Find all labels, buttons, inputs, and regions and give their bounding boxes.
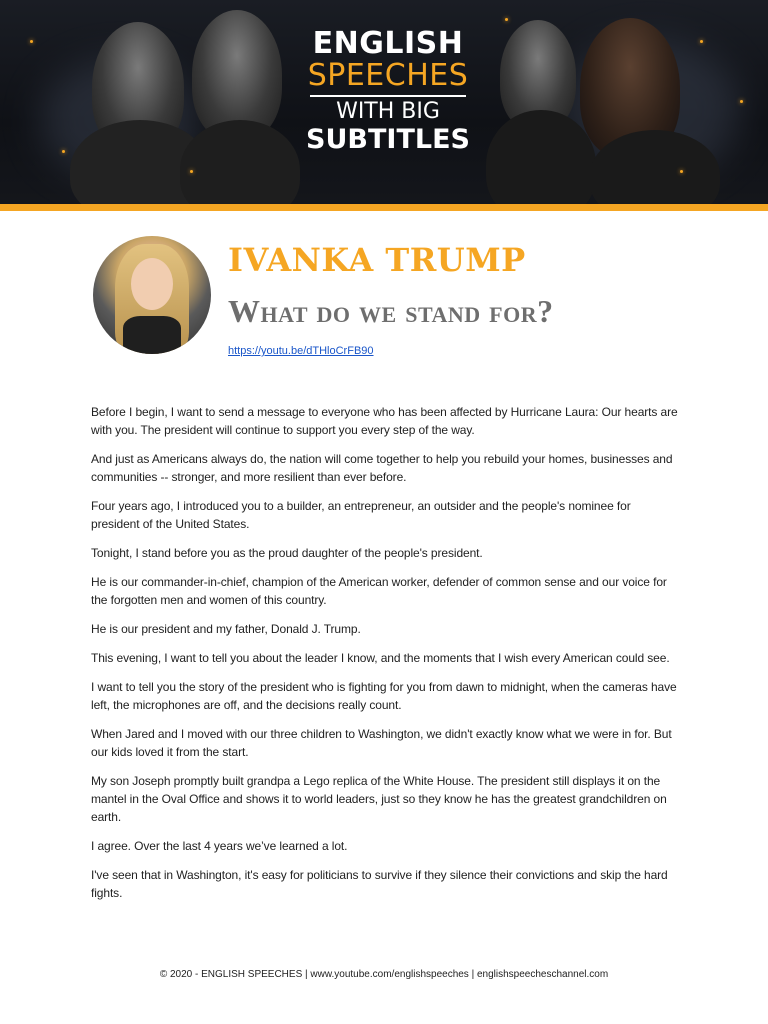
transcript-paragraph: Four years ago, I introduced you to a builder, an entrepreneur, an outsider and the people's nominee for president of the United States.	[91, 499, 631, 531]
star-dot	[62, 150, 65, 153]
transcript-paragraph: I agree. Over the last 4 years we’ve learned a lot.	[91, 839, 348, 853]
logo-divider	[310, 95, 466, 97]
logo-line-subtitles: SUBTITLES	[306, 124, 470, 155]
transcript-paragraph: When Jared and I moved with our three children to Washington, we didn't exactly know what we were in for. But our kids loved it from the start.	[91, 727, 672, 759]
speaker-name: IVANKA TRUMP	[228, 241, 526, 279]
logo-line-speeches: SPEECHES	[307, 58, 469, 93]
channel-logo	[290, 28, 486, 155]
transcript-paragraph: He is our president and my father, Donald J. Trump.	[91, 622, 361, 636]
transcript-paragraph: Before I begin, I want to send a message to everyone who has been affected by Hurricane Laura: Our hearts are with you. The president will continue to support you every step of the way.	[91, 405, 678, 437]
header-banner	[0, 0, 768, 204]
star-dot	[505, 18, 508, 21]
star-dot	[680, 170, 683, 173]
logo-line-english: ENGLISH	[312, 26, 464, 61]
transcript-paragraph: He is our commander-in-chief, champion of the American worker, defender of common sense and our voice for the forgotten men and women of this country.	[91, 575, 667, 607]
speaker-portrait	[93, 236, 211, 354]
transcript-paragraph: Tonight, I stand before you as the proud daughter of the people's president.	[91, 546, 483, 560]
portrait-face	[131, 258, 173, 310]
speaker-photo-2-body	[180, 120, 300, 204]
speech-transcript	[91, 403, 681, 913]
transcript-paragraph: I've seen that in Washington, it's easy for politicians to survive if they silence their convictions and skip the hard fights.	[91, 868, 668, 900]
transcript-paragraph: My son Joseph promptly built grandpa a Lego replica of the White House. The president still displays it on the mantel in the Oval Office and shows it to world leaders, just so they know he has the greatest grandchildren on earth.	[91, 774, 667, 824]
transcript-paragraph: And just as Americans always do, the nation will come together to help you rebuild your homes, businesses and communities -- stronger, and more resilient than ever before.	[91, 452, 673, 484]
page-footer: © 2020 - ENGLISH SPEECHES | www.youtube.com/englishspeeches | englishspeecheschannel.com	[159, 969, 609, 980]
star-dot	[740, 100, 743, 103]
video-link[interactable]: https://youtu.be/dTHloCrFB90	[228, 345, 374, 357]
banner-accent-bar	[0, 204, 768, 211]
speech-title: What do we stand for?	[228, 293, 554, 329]
star-dot	[700, 40, 703, 43]
transcript-paragraph: I want to tell you the story of the president who is fighting for you from dawn to midnight, when the cameras have left, the microphones are off, and the decisions really count.	[91, 680, 677, 712]
portrait-dress	[123, 316, 181, 354]
transcript-paragraph: This evening, I want to tell you about the leader I know, and the moments that I wish every American could see.	[91, 651, 670, 665]
star-dot	[30, 40, 33, 43]
star-dot	[190, 170, 193, 173]
logo-line-with-big: WITH BIG	[336, 99, 440, 124]
